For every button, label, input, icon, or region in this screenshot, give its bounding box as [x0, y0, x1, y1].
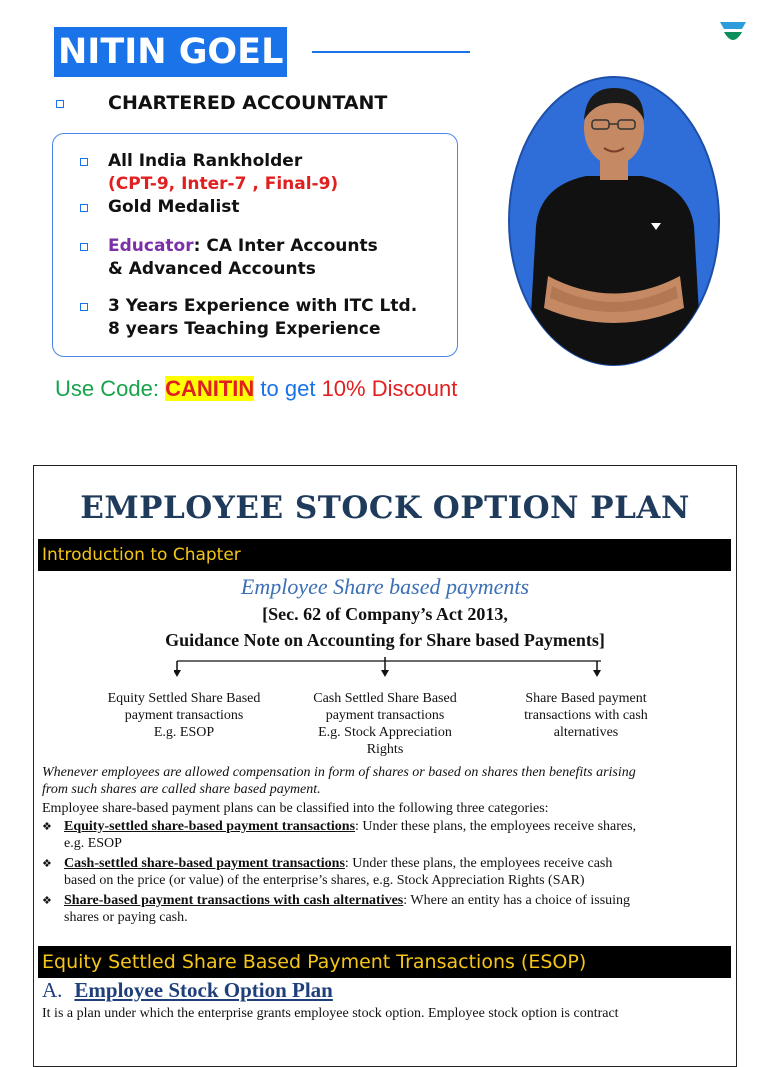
diamond-bullet-icon: ❖ [42, 820, 52, 833]
credential-experience-itc: 3 Years Experience with ITC Ltd. [108, 296, 418, 316]
category-item-cash [42, 855, 730, 889]
legal-reference-line2: Guidance Note on Accounting for Share based Payments] [165, 630, 605, 650]
credential-experience-teaching: 8 years Teaching Experience [108, 319, 381, 339]
promo-offer: 10% Discount [321, 376, 458, 401]
intro-italic-paragraph [42, 764, 730, 798]
profession-title: CHARTERED ACCOUNTANT [108, 92, 388, 114]
bullet-icon [80, 158, 88, 166]
promo-middle: to get [254, 376, 322, 401]
promo-line [55, 376, 457, 402]
diamond-bullet-icon: ❖ [42, 894, 52, 907]
category-line: transactions with cash [524, 708, 648, 723]
category-term: Share-based payment transactions with cash alternatives [64, 893, 404, 908]
branch-arrows-icon [174, 657, 604, 679]
bullet-icon [80, 243, 88, 251]
legal-reference-line1: [Sec. 62 of Company’s Act 2013, [262, 604, 508, 624]
instructor-name: NITIN GOEL [54, 27, 287, 77]
category-line: payment transactions [325, 708, 445, 723]
category-desc-cont: e.g. ESOP [64, 836, 122, 851]
intro-italic-line2: from such shares are called share based payment. [42, 782, 321, 797]
category-line: alternatives [553, 725, 619, 740]
promo-code[interactable]: CANITIN [165, 376, 255, 401]
document-title: EMPLOYEE STOCK OPTION PLAN [80, 490, 690, 526]
esop-definition-text: It is a plan under which the enterprise grants employee stock option. Employee stock option is contract [42, 1006, 619, 1021]
subsection-heading [42, 978, 333, 1003]
category-desc: : Under these plans, the employees receive shares, [355, 819, 637, 834]
category-item-equity [42, 818, 730, 852]
category-item-alternatives [42, 892, 730, 926]
document-page [33, 465, 737, 1067]
educator-subject: : CA Inter Accounts [193, 236, 378, 256]
category-term: Cash-settled share-based payment transactions [64, 856, 345, 871]
category-line: Share Based payment [525, 691, 647, 706]
category-term: Equity-settled share-based payment transactions [64, 819, 356, 834]
section-heading-intro: Introduction to Chapter [38, 539, 731, 571]
category-line: Equity Settled Share Based [107, 691, 261, 706]
category-column-equity [84, 690, 284, 741]
document-subtitle: Employee Share based payments [240, 574, 530, 599]
credential-educator-line2: & Advanced Accounts [108, 259, 316, 279]
category-line: Rights [366, 742, 404, 757]
bullet-icon [56, 100, 64, 108]
category-line: payment transactions [124, 708, 244, 723]
name-underline [312, 51, 470, 53]
category-line: E.g. Stock Appreciation [318, 725, 452, 740]
promo-prefix: Use Code: [55, 376, 166, 401]
category-column-cash [285, 690, 485, 758]
category-desc-cont: based on the price (or value) of the enterprise’s shares, e.g. Stock Appreciation Rights (SAR) [64, 873, 585, 888]
category-line: Cash Settled Share Based [313, 691, 457, 706]
credential-educator-line1 [108, 235, 378, 258]
category-column-alternatives [486, 690, 686, 741]
bullet-icon [80, 303, 88, 311]
intro-plain-paragraph: Employee share-based payment plans can be classified into the following three categories: [42, 801, 549, 816]
credential-gold-text: Gold Medalist [108, 197, 240, 217]
profession-line [56, 92, 387, 114]
subsection-title: Employee Stock Option Plan [74, 978, 333, 1002]
educator-label: Educator [108, 236, 194, 256]
bullet-icon [80, 204, 88, 212]
category-line: E.g. ESOP [153, 725, 215, 740]
category-desc: : Where an entity has a choice of issuing [403, 893, 631, 908]
category-desc-cont: shares or paying cash. [64, 910, 188, 925]
category-desc: : Under these plans, the employees receive cash [344, 856, 613, 871]
intro-italic-line1: Whenever employees are allowed compensation in form of shares or based on shares then benefits arising [42, 765, 636, 780]
subsection-label: A. [42, 978, 63, 1002]
instructor-photo [508, 76, 720, 366]
credential-rank-detail: (CPT-9, Inter-7 , Final-9) [108, 174, 339, 194]
credential-rank-text: All India Rankholder [108, 151, 303, 171]
legal-reference [34, 601, 736, 653]
unacademy-logo-icon [718, 20, 748, 46]
section-heading-esop: Equity Settled Share Based Payment Transactions (ESOP) [38, 946, 731, 978]
diamond-bullet-icon: ❖ [42, 857, 52, 870]
